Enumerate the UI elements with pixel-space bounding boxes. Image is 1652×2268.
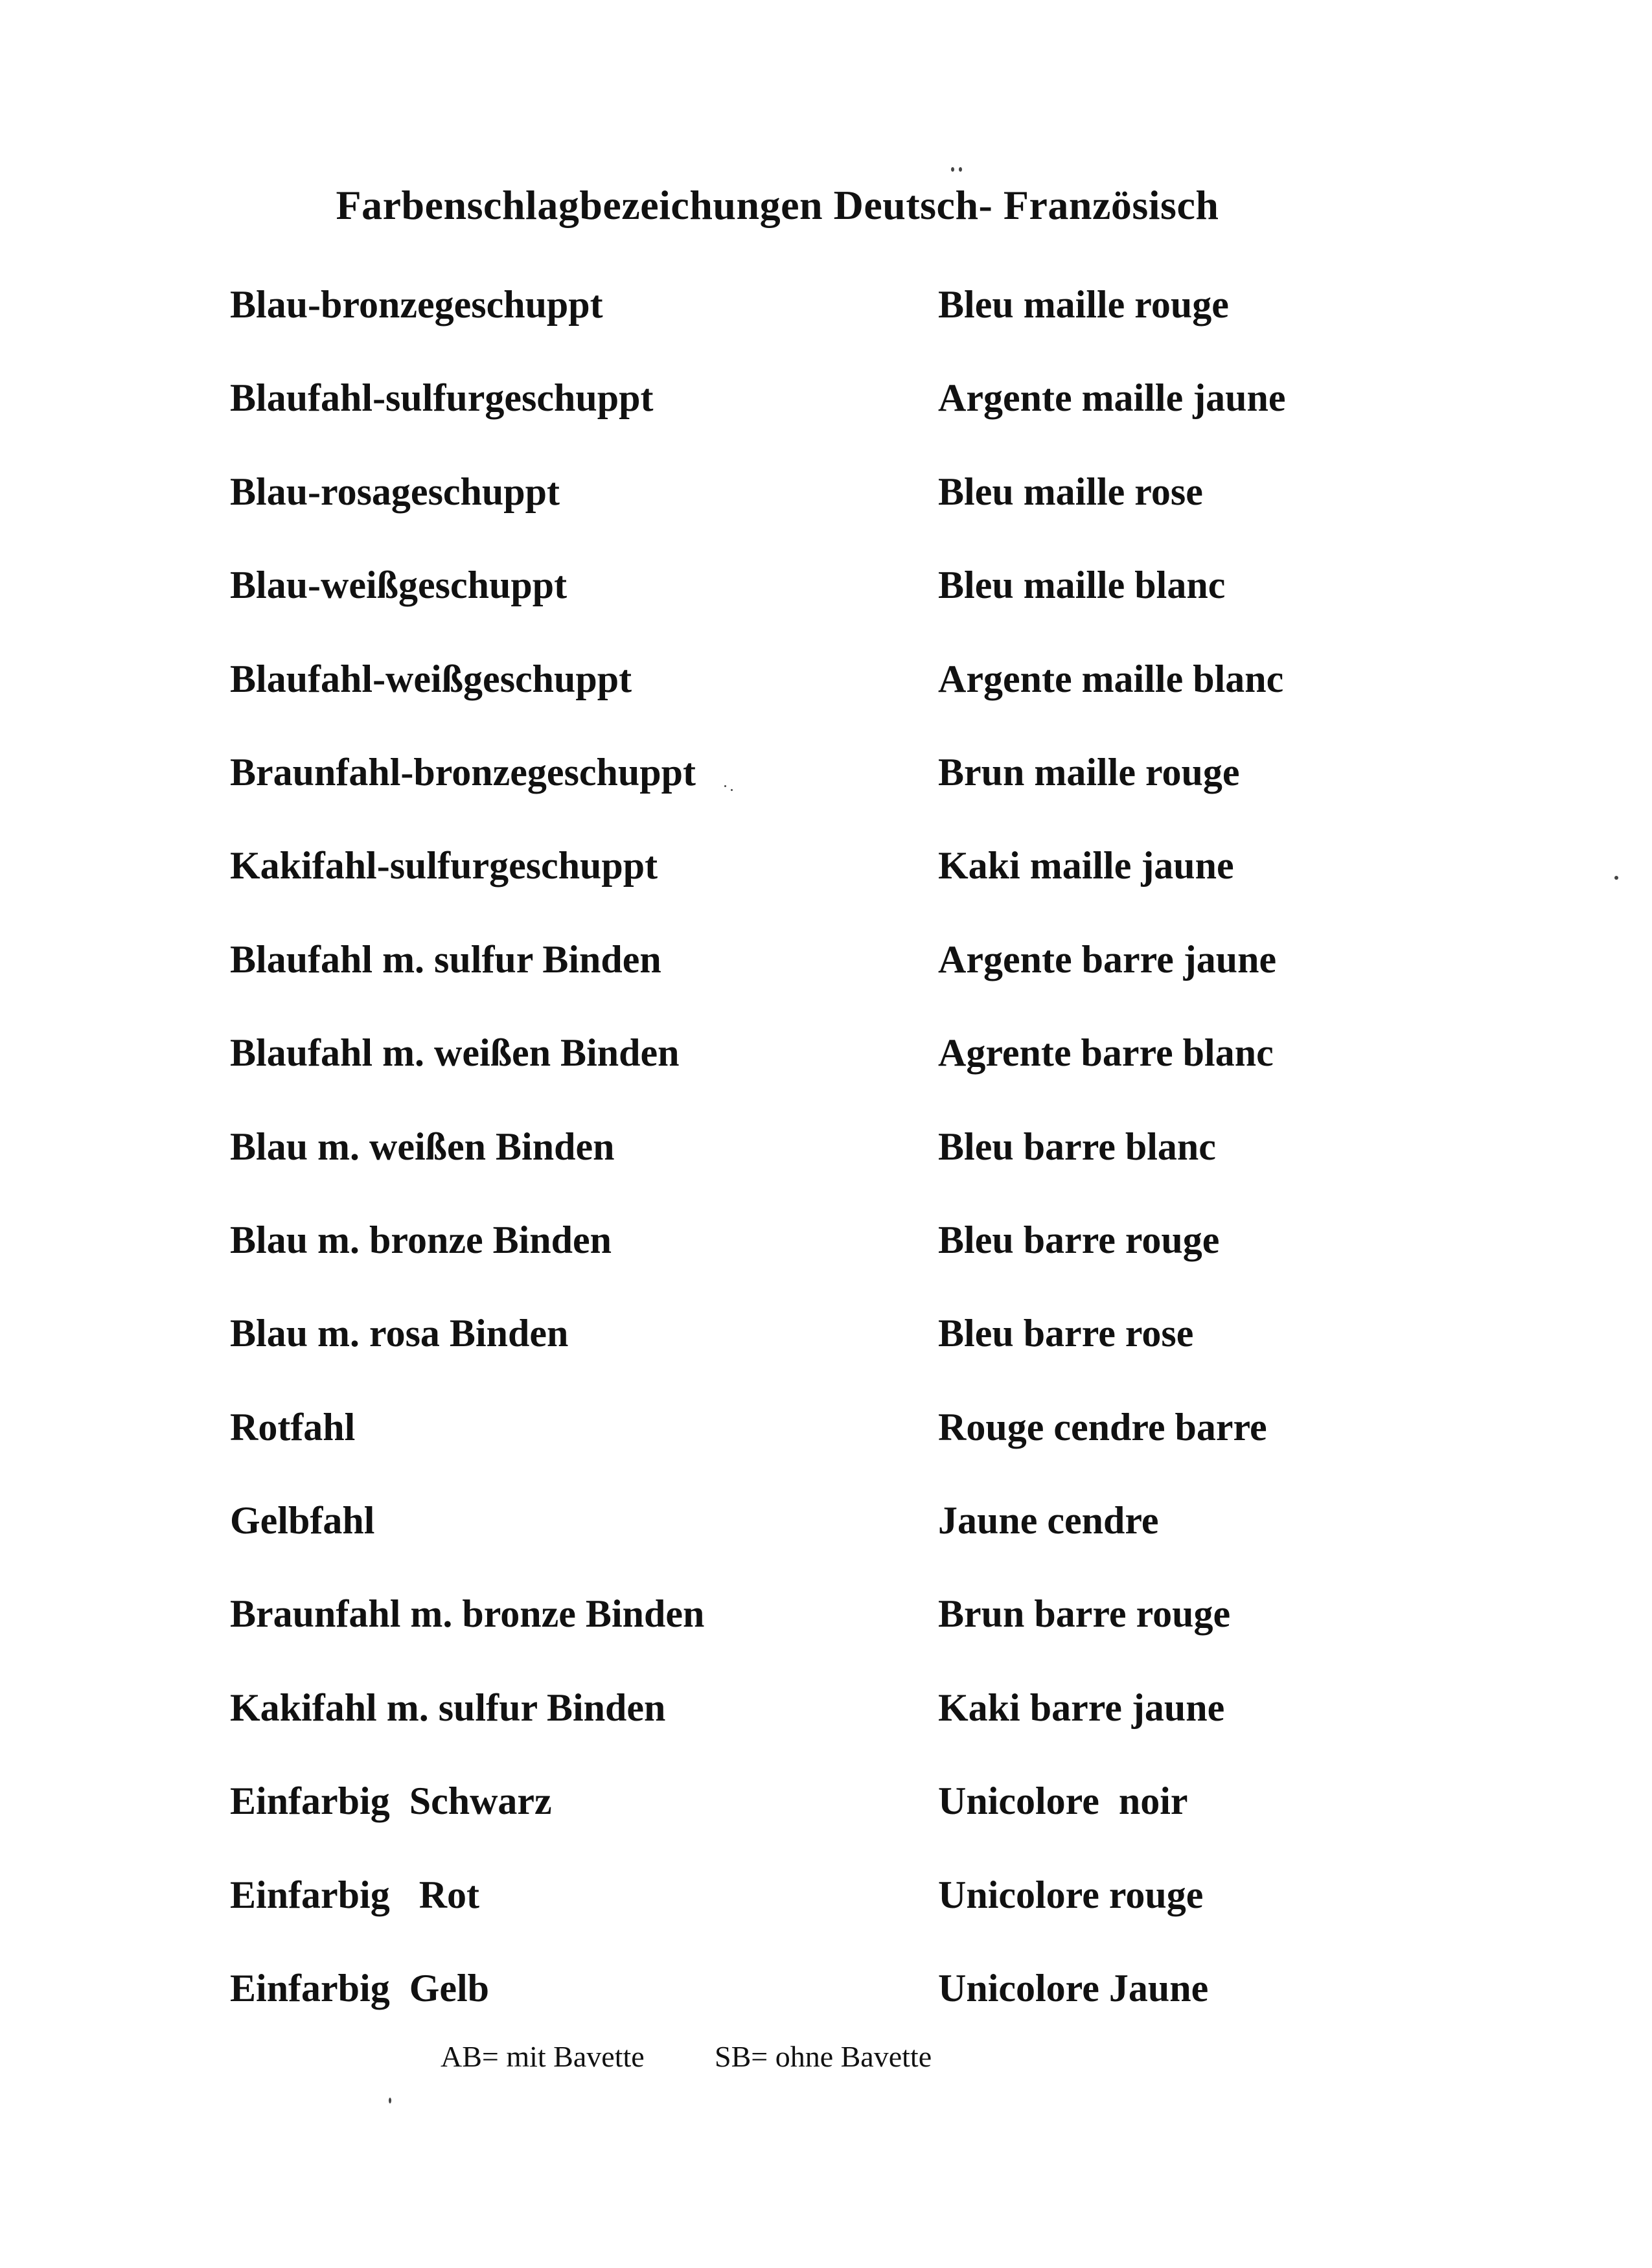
- table-row: [0, 372, 1652, 465]
- table-row: [0, 559, 1652, 652]
- german-term: Braunfahl m. bronze Binden: [230, 1592, 705, 1636]
- table-row: [0, 1401, 1652, 1495]
- table-row: [0, 1495, 1652, 1588]
- table-row: [0, 1869, 1652, 1962]
- legend-sb: SB= ohne Bavette: [715, 2040, 932, 2073]
- french-term: Bleu barre rouge: [938, 1218, 1220, 1261]
- table-row: [0, 1775, 1652, 1868]
- french-term: Jaune cendre: [938, 1499, 1159, 1542]
- german-term: Blau m. rosa Binden: [230, 1312, 569, 1355]
- table-row: [0, 1121, 1652, 1214]
- french-term: Kaki maille jaune: [938, 844, 1234, 888]
- german-term: Blaufahl-sulfurgeschuppt: [230, 376, 654, 420]
- german-term: Gelbfahl: [230, 1499, 375, 1542]
- german-term: Blaufahl m. weißen Binden: [230, 1031, 680, 1075]
- french-term: Unicolore Jaune: [938, 1967, 1209, 2010]
- table-row: [0, 746, 1652, 840]
- table-row: [0, 279, 1652, 372]
- french-term: Rouge cendre barre: [938, 1405, 1267, 1449]
- table-row: [0, 1214, 1652, 1307]
- table-row: [0, 934, 1652, 1027]
- legend-ab: AB= mit Bavette: [441, 2040, 645, 2073]
- german-term: Kakifahl m. sulfur Binden: [230, 1686, 666, 1729]
- french-term: Argente maille jaune: [938, 376, 1286, 420]
- french-term: Bleu maille blanc: [938, 564, 1226, 607]
- table-row: [0, 840, 1652, 933]
- german-term: Blau-weißgeschuppt: [230, 564, 568, 607]
- table-row: [0, 1682, 1652, 1775]
- french-term: Argente maille blanc: [938, 657, 1284, 700]
- french-term: Kaki barre jaune: [938, 1686, 1225, 1729]
- german-term: Blau-rosageschuppt: [230, 470, 560, 513]
- french-term: Brun barre rouge: [938, 1592, 1231, 1636]
- table-row: [0, 653, 1652, 746]
- french-term: Unicolore rouge: [938, 1873, 1204, 1916]
- scan-speck: [959, 167, 962, 172]
- french-term: Brun maille rouge: [938, 750, 1240, 794]
- table-row: [0, 1027, 1652, 1120]
- french-term: Unicolore noir: [938, 1780, 1188, 1823]
- german-term: Blaufahl-weißgeschuppt: [230, 657, 632, 700]
- german-term: Einfarbig Rot: [230, 1873, 480, 1916]
- translation-table: [0, 279, 1652, 2056]
- french-term: Bleu barre blanc: [938, 1125, 1216, 1168]
- german-term: Einfarbig Gelb: [230, 1967, 490, 2010]
- page-title: Farbenschlagbezeichungen Deutsch- Französisch: [336, 182, 1219, 228]
- german-term: Rotfahl: [230, 1405, 356, 1449]
- french-term: Argente barre jaune: [938, 937, 1277, 981]
- french-term: Bleu barre rose: [938, 1312, 1194, 1355]
- table-row: [0, 1588, 1652, 1681]
- table-row: [0, 466, 1652, 559]
- german-term: Kakifahl-sulfurgeschuppt: [230, 844, 658, 888]
- german-term: Blaufahl m. sulfur Binden: [230, 937, 661, 981]
- german-term: Braunfahl-bronzegeschuppt: [230, 750, 696, 794]
- german-term: Blau m. weißen Binden: [230, 1125, 615, 1168]
- german-term: Einfarbig Schwarz: [230, 1780, 552, 1823]
- french-term: Bleu maille rose: [938, 470, 1203, 513]
- table-row: [0, 1307, 1652, 1401]
- scan-speck: [389, 2098, 391, 2103]
- german-term: Blau-bronzegeschuppt: [230, 283, 603, 326]
- french-term: Bleu maille rouge: [938, 283, 1229, 326]
- german-term: Blau m. bronze Binden: [230, 1218, 612, 1261]
- french-term: Agrente barre blanc: [938, 1031, 1274, 1075]
- scan-speck: [951, 167, 954, 172]
